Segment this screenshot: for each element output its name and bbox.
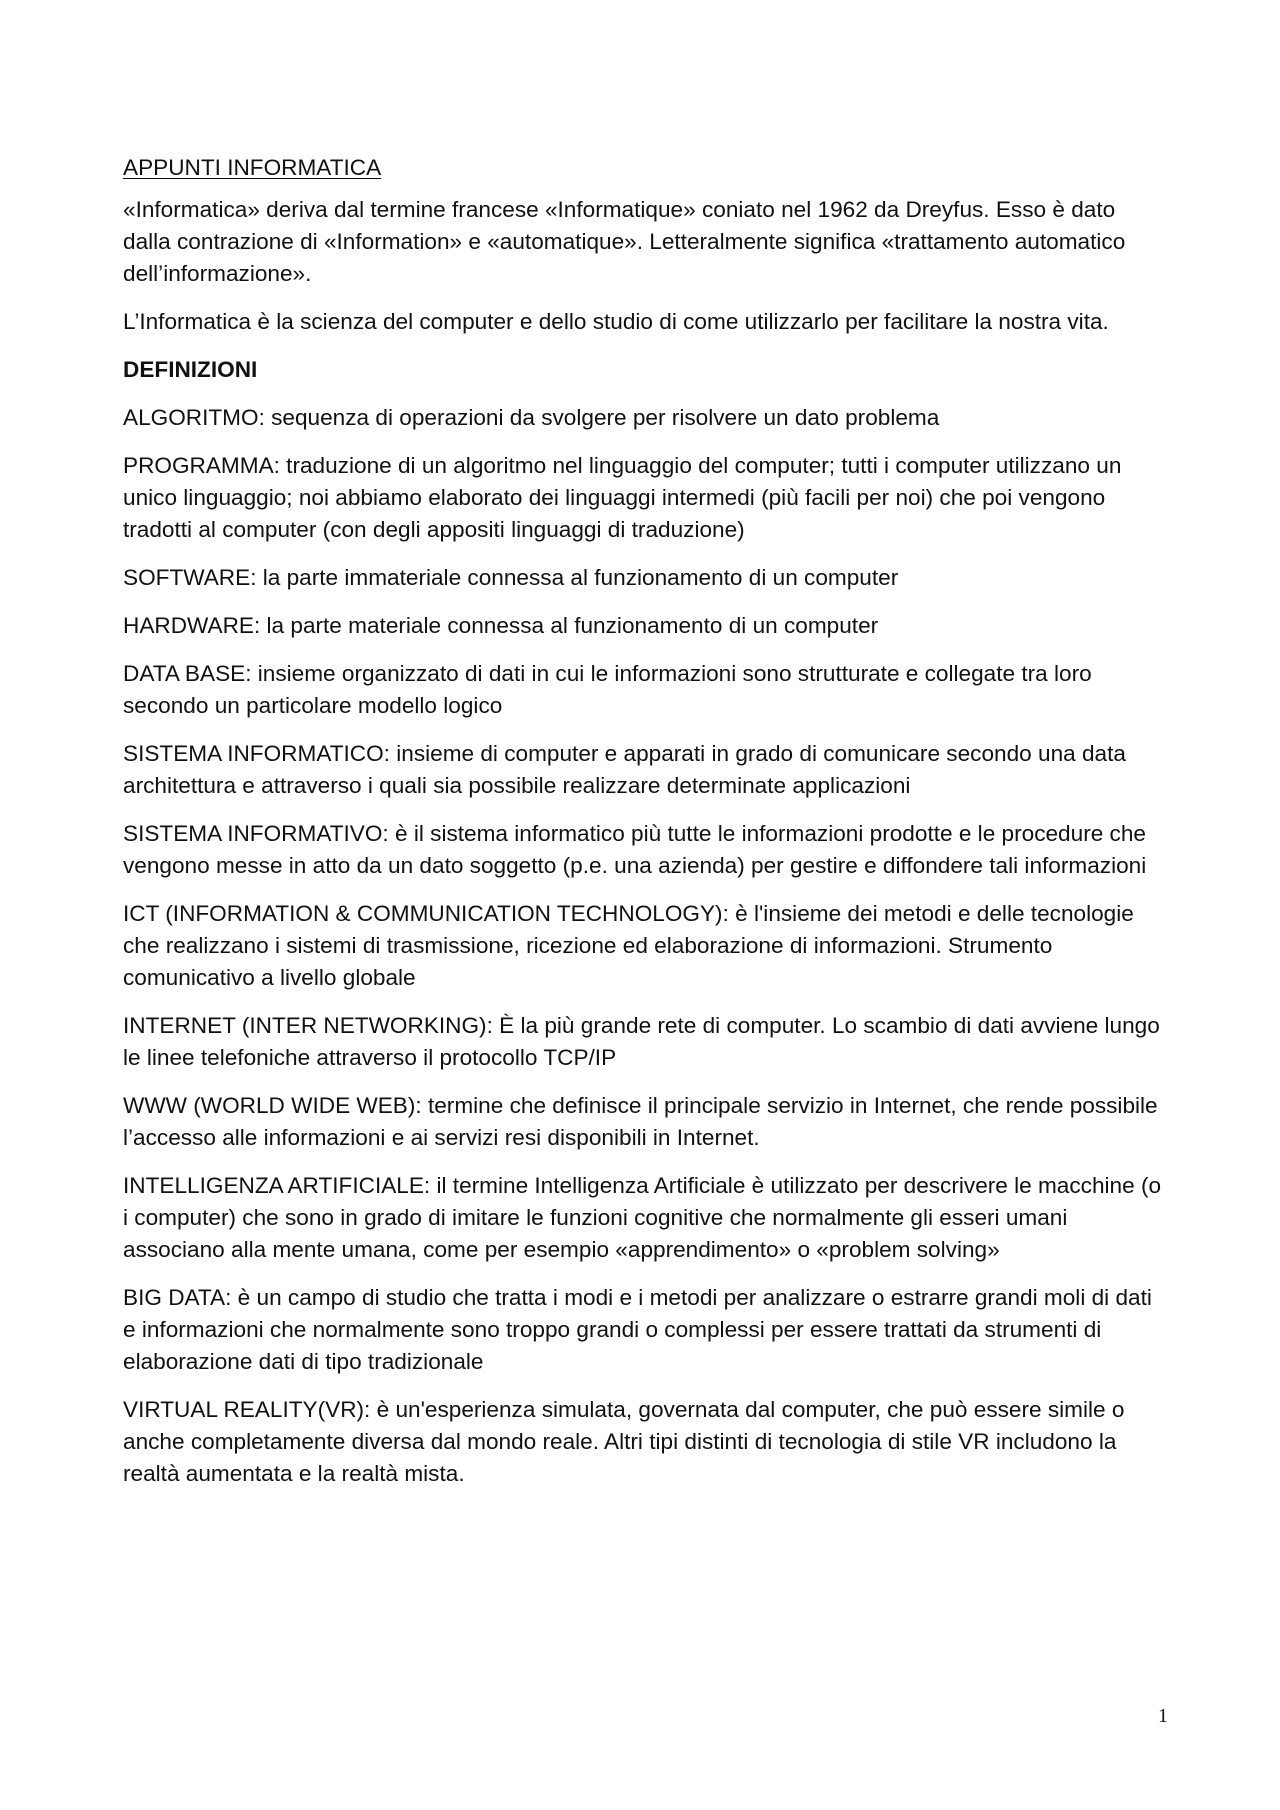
definition-virtual-reality: VIRTUAL REALITY(VR): è un'esperienza simulata, governata dal computer, che può essere simile o anche completamente diversa dal mondo reale. Altri tipi distinti di tecnologia di stile VR includono la realtà aumentata e la realtà mista. [123,1397,1125,1486]
definition-algoritmo: ALGORITMO: sequenza di operazioni da svolgere per risolvere un dato problema [123,405,940,430]
definition-intelligenza-artificiale: INTELLIGENZA ARTIFICIALE: il termine Intelligenza Artificiale è utilizzato per descrivere le macchine (o i computer) che sono in grado di imitare le funzioni cognitive che normalmente gli esseri umani associano alla mente umana, come per esempio «apprendimento» o «problem solving» [123,1173,1162,1262]
definition-big-data: BIG DATA: è un campo di studio che tratta i modi e i metodi per analizzare o estrarre grandi moli di dati e informazioni che normalmente sono troppo grandi o complessi per essere trattati da strumenti di elaborazione dati di tipo tradizionale [123,1285,1152,1374]
section-heading-definizioni: DEFINIZIONI [123,357,258,382]
definition-internet: INTERNET (INTER NETWORKING): È la più grande rete di computer. Lo scambio di dati avviene lungo le linee telefoniche attraverso il protocollo TCP/IP [123,1013,1160,1070]
intro-paragraph: L’Informatica è la scienza del computer e dello studio di come utilizzarlo per facilitare la nostra vita. [123,309,1109,334]
definition-data-base: DATA BASE: insieme organizzato di dati in cui le informazioni sono strutturate e collegate tra loro secondo un particolare modello logico [123,661,1092,718]
definition-ict: ICT (INFORMATION & COMMUNICATION TECHNOLOGY): è l'insieme dei metodi e delle tecnologie che realizzano i sistemi di trasmissione, ricezione ed elaborazione di informazioni. Strumento comunicativo a livello globale [123,901,1134,990]
page-number: 1 [1158,1705,1168,1727]
intro-paragraph: «Informatica» deriva dal termine francese «Informatique» coniato nel 1962 da Dreyfus. Esso è dato dalla contrazione di «Information» e «automatique». Letteralmente significa «trattamento automatico dell’informazione». [123,197,1126,286]
definition-software: SOFTWARE: la parte immateriale connessa al funzionamento di un computer [123,565,899,590]
definition-sistema-informatico: SISTEMA INFORMATICO: insieme di computer e apparati in grado di comunicare secondo una data architettura e attraverso i quali sia possibile realizzare determinate applicazioni [123,741,1126,798]
definition-programma: PROGRAMMA: traduzione di un algoritmo nel linguaggio del computer; tutti i computer utilizzano un unico linguaggio; noi abbiamo elaborato dei linguaggi intermedi (più facili per noi) che poi vengono tradotti al computer (con degli appositi linguaggi di traduzione) [123,453,1122,542]
definition-hardware: HARDWARE: la parte materiale connessa al funzionamento di un computer [123,613,879,638]
definition-sistema-informativo: SISTEMA INFORMATIVO: è il sistema informatico più tutte le informazioni prodotte e le procedure che vengono messe in atto da un dato soggetto (p.e. una azienda) per gestire e diffondere tali informazioni [123,821,1147,878]
page-content [123,152,1168,1506]
definition-www: WWW (WORLD WIDE WEB): termine che definisce il principale servizio in Internet, che rende possibile l’accesso alle informazioni e ai servizi resi disponibili in Internet. [123,1093,1158,1150]
document-title: APPUNTI INFORMATICA [123,155,382,180]
